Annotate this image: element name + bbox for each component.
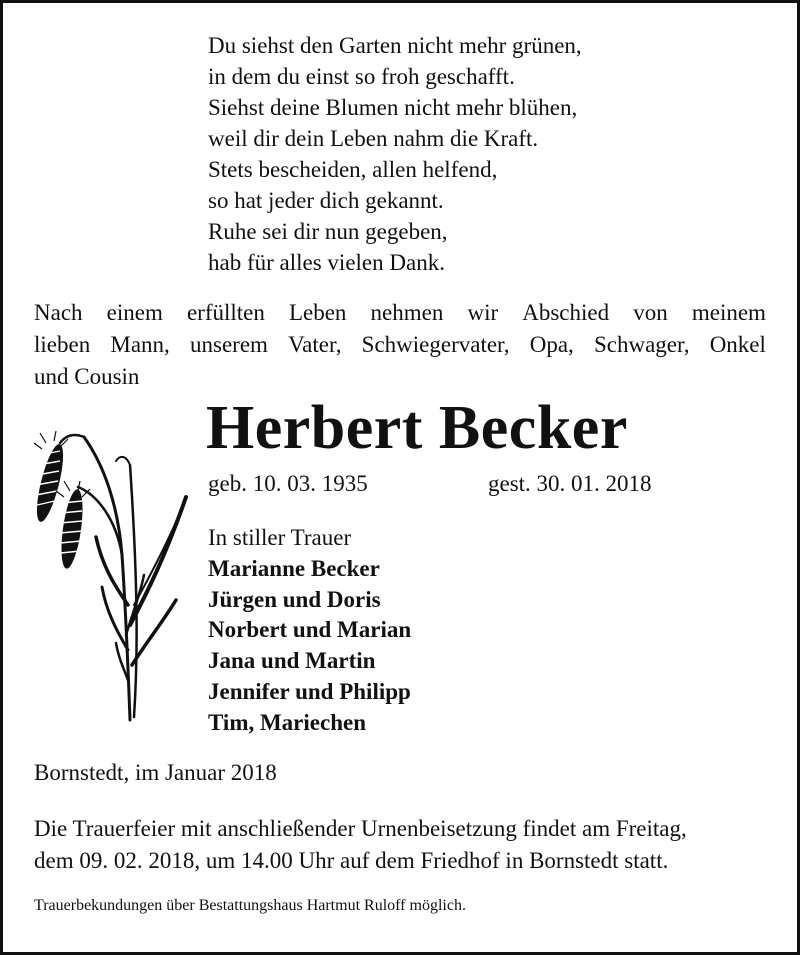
intro-line-2 <box>34 329 766 361</box>
intro-word: wir <box>467 300 499 325</box>
poem-line: Ruhe sei dir nun gegeben, <box>208 219 448 244</box>
poem-line: Stets bescheiden, allen helfend, <box>208 157 498 182</box>
deceased-name: Herbert Becker <box>206 394 628 462</box>
intro-word: einem <box>106 300 163 325</box>
poem-line: Du siehst den Garten nicht mehr grünen, <box>208 33 582 58</box>
intro-word: Leben <box>288 300 347 325</box>
poem <box>208 30 582 278</box>
mourner-name: Jana und Martin <box>208 648 376 674</box>
poem-line: in dem du einst so froh geschafft. <box>208 64 515 89</box>
intro-word: nehmen <box>370 300 444 325</box>
service-line: dem 09. 02. 2018, um 14.00 Uhr auf dem Friedhof in Bornstedt statt. <box>34 848 669 873</box>
mourners-intro: In stiller Trauer <box>208 525 352 550</box>
place-date: Bornstedt, im Januar 2018 <box>34 760 277 785</box>
intro-word: Abschied <box>522 300 610 325</box>
mourner-name: Norbert und Marian <box>208 617 412 643</box>
mourner-name: Tim, Mariechen <box>208 709 366 735</box>
mourner-name: Jürgen und Doris <box>208 586 381 612</box>
intro-word: Onkel <box>709 332 766 357</box>
intro-word: lieben <box>34 332 91 357</box>
condolence-note: Trauerbekundungen über Bestattungshaus Hartmut Ruloff möglich. <box>34 897 466 914</box>
mourner-name: Marianne Becker <box>208 555 380 581</box>
grain-stalks-icon <box>26 425 196 725</box>
mourners <box>208 523 411 739</box>
poem-line: weil dir dein Leben nahm die Kraft. <box>208 126 539 151</box>
intro-line-3: und Cousin <box>34 364 140 389</box>
poem-line: so hat jeder dich gekannt. <box>208 188 444 213</box>
birth-date: geb. 10. 03. 1935 <box>208 471 368 496</box>
death-date: gest. 30. 01. 2018 <box>488 471 652 496</box>
intro-word: unserem <box>190 332 268 357</box>
intro-line-1 <box>34 297 766 329</box>
intro-word: von <box>633 300 668 325</box>
intro-word: Schwager, <box>593 332 690 357</box>
intro-word: Opa, <box>529 332 574 357</box>
poem-line: Siehst deine Blumen nicht mehr blühen, <box>208 95 578 120</box>
service-line: Die Trauerfeier mit anschließender Urnenbeisetzung findet am Freitag, <box>34 816 687 841</box>
intro-text <box>34 297 766 393</box>
funeral-service-info <box>34 813 768 877</box>
poem-line: hab für alles vielen Dank. <box>208 250 445 275</box>
intro-word: Schwiegervater, <box>361 332 510 357</box>
intro-word: Nach <box>34 300 83 325</box>
intro-word: erfüllten <box>186 300 265 325</box>
intro-word: meinem <box>691 300 766 325</box>
life-dates <box>208 471 652 497</box>
intro-word: Vater, <box>288 332 342 357</box>
intro-word: Mann, <box>110 332 170 357</box>
mourner-name: Jennifer und Philipp <box>208 678 411 704</box>
